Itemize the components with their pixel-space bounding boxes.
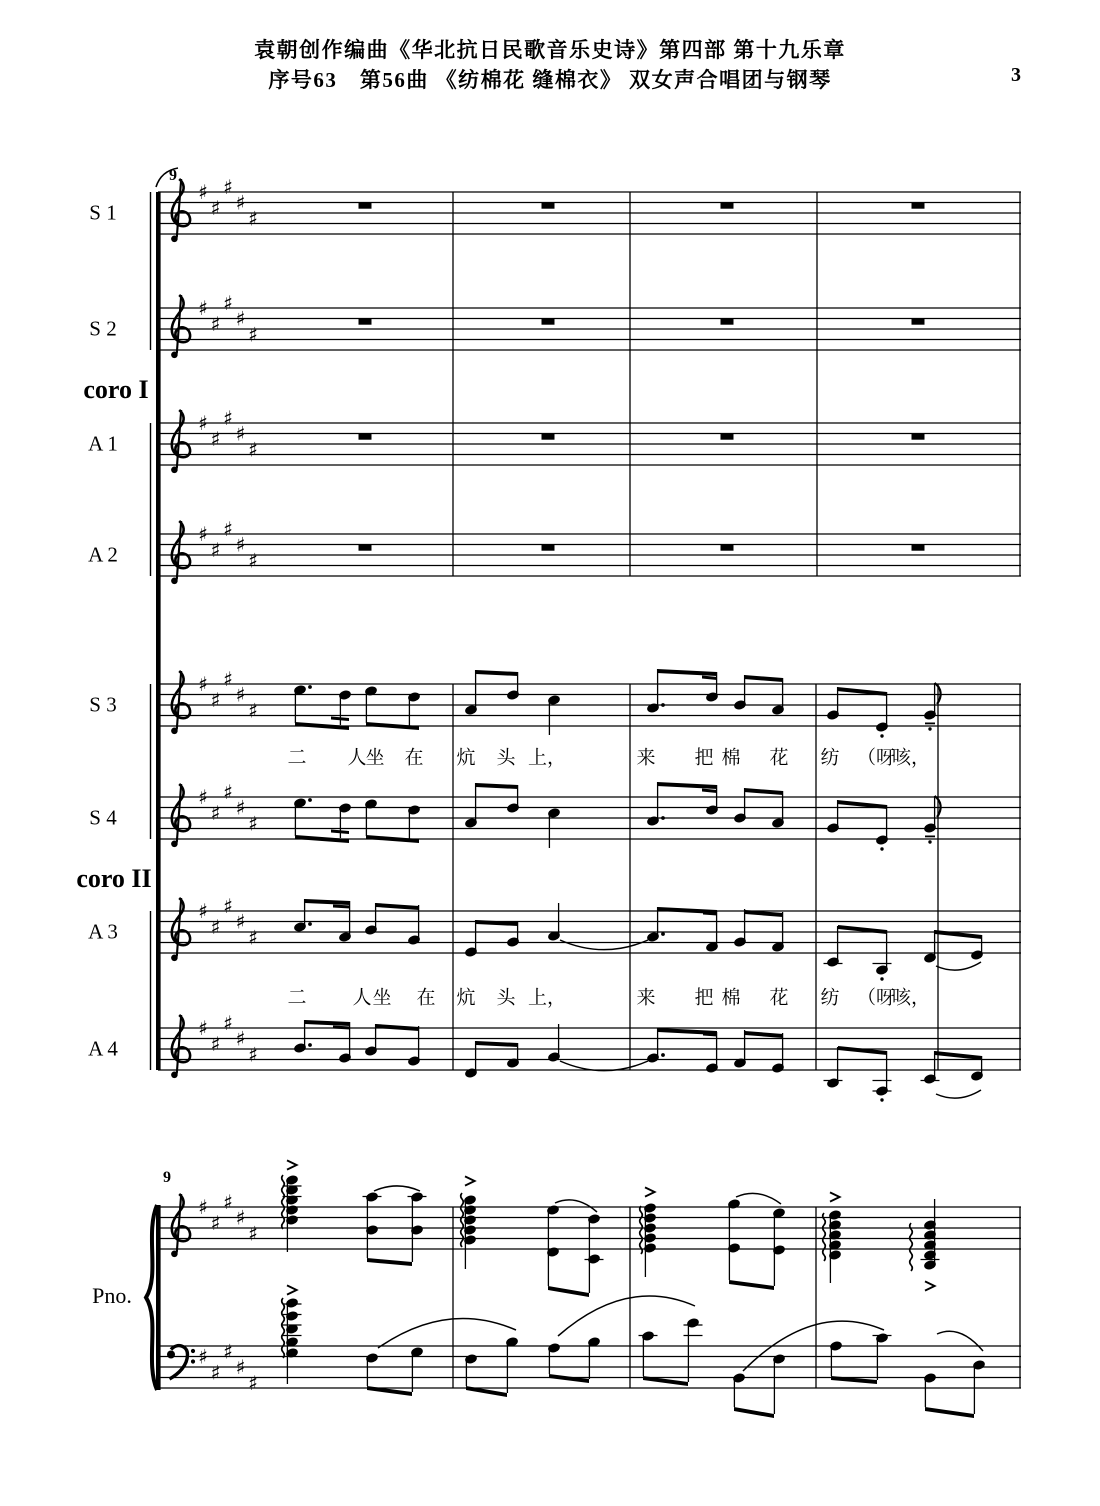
sharp-sign: ♯ [210, 687, 221, 712]
treble-clef-icon [177, 671, 181, 730]
measure-number: 9 [163, 1169, 171, 1186]
slur [378, 1318, 516, 1348]
sharp-sign: ♯ [235, 306, 246, 331]
beam [734, 1407, 774, 1418]
sharp-sign: ♯ [248, 1370, 258, 1395]
staff-label: S 2 [89, 316, 117, 341]
slur [937, 1331, 983, 1351]
whole-rest [542, 319, 555, 325]
lyric-syllable: 上， [527, 987, 567, 1009]
sharp-sign: ♯ [198, 785, 208, 809]
sharp-sign: ♯ [235, 795, 246, 820]
treble-clef-icon [177, 898, 181, 957]
bass-clef-icon [167, 1351, 175, 1359]
sharp-sign: ♯ [248, 437, 258, 462]
sharp-sign: ♯ [210, 1031, 221, 1056]
arpeggio-icon [910, 1223, 913, 1271]
arpeggio-icon [640, 1206, 643, 1254]
sharp-sign: ♯ [198, 1344, 208, 1369]
sharp-sign: ♯ [223, 290, 233, 315]
lyric-syllable: （呀 [856, 747, 896, 769]
sharp-sign: ♯ [248, 548, 258, 573]
lyric-syllable: 咳， [891, 747, 931, 769]
augmentation-dot [661, 703, 665, 707]
beam [476, 670, 518, 676]
lyric-syllable: 人 [347, 747, 367, 769]
treble-clef-icon [171, 467, 178, 474]
sharp-sign: ♯ [248, 1221, 258, 1246]
slur [936, 1090, 981, 1098]
arpeggio-icon [282, 1298, 285, 1358]
lyric-syllable: 坐 [372, 987, 392, 1009]
sharp-sign: ♯ [223, 1010, 233, 1035]
arpeggio-icon [823, 1213, 826, 1261]
title-line-1: 袁朝创作编曲《华北抗日民歌音乐史诗》第四部 第十九乐章 [254, 38, 846, 62]
lyric-syllable: 咳， [891, 987, 931, 1009]
beam [925, 1407, 974, 1418]
sharp-sign: ♯ [198, 899, 208, 923]
lyric-syllable: 在 [416, 987, 436, 1009]
slur [560, 940, 648, 950]
staccato-dot [880, 977, 883, 980]
sharp-sign: ♯ [198, 180, 208, 204]
treble-clef-icon [171, 236, 178, 243]
sharp-sign: ♯ [235, 1205, 246, 1230]
sharp-sign: ♯ [210, 1360, 221, 1385]
beam [476, 920, 518, 926]
choir-group-label: coro I [83, 375, 149, 404]
lyric-syllable: 二 [287, 747, 307, 769]
accent-icon [287, 1160, 297, 1169]
sharp-sign: ♯ [235, 532, 246, 557]
bass-clef-icon [191, 1349, 195, 1353]
sharp-sign: ♯ [235, 190, 246, 215]
sharp-sign: ♯ [223, 1339, 233, 1364]
sharp-sign: ♯ [248, 925, 258, 950]
treble-clef-icon [177, 784, 181, 843]
beam [305, 899, 350, 905]
piano-group-label: Pno. [92, 1283, 132, 1308]
treble-clef-icon [177, 521, 181, 580]
beam [376, 1024, 419, 1031]
beam [745, 1031, 783, 1038]
lyric-syllable: 炕 [456, 987, 476, 1009]
slur [560, 1061, 648, 1071]
beam [729, 1280, 774, 1290]
beam [333, 905, 350, 909]
staff-label: S 3 [89, 692, 117, 717]
treble-clef-icon [171, 841, 178, 848]
beam [702, 789, 717, 794]
sharp-sign: ♯ [248, 206, 258, 231]
staff-label: A 4 [88, 1036, 118, 1061]
sharp-sign: ♯ [235, 421, 246, 446]
whole-rest [542, 434, 555, 440]
staff-label: A 1 [88, 431, 118, 456]
sharp-sign: ♯ [223, 893, 233, 918]
choir-group-label: coro II [76, 864, 152, 893]
sharp-sign: ♯ [235, 909, 246, 934]
staff-label: S 4 [89, 805, 117, 830]
staff-label: A 3 [88, 919, 118, 944]
lyric-syllable: 头 [496, 987, 516, 1009]
treble-clef-icon [171, 1072, 178, 1079]
sharp-sign: ♯ [223, 516, 233, 541]
treble-clef-icon [177, 1194, 181, 1253]
lyric-syllable: 纺 [820, 747, 840, 769]
sharp-sign: ♯ [248, 811, 258, 836]
staff-label: S 1 [89, 200, 117, 225]
whole-rest [359, 434, 372, 440]
beam [548, 1286, 589, 1297]
arpeggio-icon [282, 1175, 285, 1229]
sharp-sign: ♯ [223, 1189, 233, 1214]
sharp-sign: ♯ [223, 779, 233, 804]
page-number: 3 [1011, 64, 1021, 86]
staccato-dot [928, 840, 931, 843]
staff-label: A 2 [88, 542, 118, 567]
treble-clef-icon [177, 179, 181, 238]
whole-rest [721, 203, 734, 209]
augmentation-dot [661, 932, 665, 936]
slur [555, 1200, 597, 1212]
augmentation-dot [661, 1053, 665, 1057]
beam [376, 903, 419, 910]
lyric-syllable: 花 [769, 987, 789, 1009]
beam [549, 1374, 589, 1383]
lyric-syllable: 把 [694, 747, 714, 769]
sharp-sign: ♯ [210, 311, 221, 336]
beam [935, 1051, 982, 1060]
augmentation-dot [308, 922, 312, 926]
brace-icon [146, 1205, 157, 1390]
system-barline [156, 1205, 161, 1390]
sharp-sign: ♯ [198, 1195, 208, 1219]
sharp-sign: ♯ [198, 411, 208, 435]
whole-rest [721, 545, 734, 551]
beam [838, 1046, 887, 1055]
sharp-sign: ♯ [198, 1016, 208, 1040]
treble-clef-icon [171, 352, 178, 359]
lyric-syllable: 上， [527, 747, 567, 769]
whole-rest [359, 545, 372, 551]
lyric-syllable: 坐 [365, 747, 385, 769]
sharp-sign: ♯ [210, 800, 221, 825]
accent-icon [465, 1176, 475, 1185]
accent-icon [925, 1281, 935, 1290]
beam [744, 788, 783, 795]
sharp-sign: ♯ [223, 405, 233, 430]
measure-number: 9 [169, 167, 177, 184]
treble-clef-icon [177, 1015, 181, 1074]
whole-rest [359, 319, 372, 325]
accent-icon [645, 1187, 655, 1196]
staccato-dot [880, 847, 883, 850]
whole-rest [912, 545, 925, 551]
whole-rest [721, 434, 734, 440]
beam [838, 925, 887, 934]
tenuto-mark [925, 723, 935, 725]
slur [558, 1296, 695, 1336]
treble-clef-icon [171, 955, 178, 962]
slur [736, 1193, 781, 1204]
beam [657, 782, 717, 789]
tenuto-mark [925, 836, 935, 838]
title-line-2: 序号63 第56曲 《纺棉花 缝棉衣》 双女声合唱团与钢琴 [268, 68, 832, 92]
lyric-syllable: 人 [352, 987, 372, 1009]
treble-clef-icon [171, 578, 178, 585]
sharp-sign: ♯ [235, 1026, 246, 1051]
bass-clef-icon [170, 1346, 188, 1379]
lyric-syllable: （呀 [856, 987, 896, 1009]
whole-rest [912, 203, 925, 209]
augmentation-dot [308, 685, 312, 689]
lyric-syllable: 来 [636, 747, 656, 769]
treble-clef-icon [177, 295, 181, 354]
beam [476, 1041, 518, 1047]
staccato-dot [928, 727, 931, 730]
sharp-sign: ♯ [248, 322, 258, 347]
beam [366, 835, 419, 843]
system-barline [156, 192, 161, 1070]
treble-clef-icon [177, 410, 181, 469]
sharp-sign: ♯ [210, 195, 221, 220]
accent-icon [830, 1192, 840, 1201]
sharp-sign: ♯ [210, 537, 221, 562]
sharp-sign: ♯ [223, 666, 233, 691]
treble-clef-icon [171, 1251, 178, 1258]
sharp-sign: ♯ [248, 698, 258, 723]
accent-icon [287, 1285, 297, 1294]
whole-rest [721, 319, 734, 325]
lyric-syllable: 来 [636, 987, 656, 1009]
lyric-syllable: 把 [694, 987, 714, 1009]
sharp-sign: ♯ [198, 672, 208, 696]
beam [366, 722, 419, 730]
whole-rest [912, 319, 925, 325]
slur [936, 962, 981, 970]
lyric-syllable: 在 [404, 747, 424, 769]
beam [935, 930, 982, 939]
sharp-sign: ♯ [210, 914, 221, 939]
sharp-sign: ♯ [235, 682, 246, 707]
beam [305, 1020, 350, 1026]
beam [333, 1026, 350, 1030]
lyric-syllable: 棉 [721, 987, 741, 1009]
whole-rest [912, 434, 925, 440]
sharp-sign: ♯ [223, 174, 233, 199]
beam [702, 676, 717, 681]
lyric-syllable: 炕 [456, 747, 476, 769]
augmentation-dot [661, 816, 665, 820]
whole-rest [542, 545, 555, 551]
sharp-sign: ♯ [210, 426, 221, 451]
beam [367, 1258, 412, 1266]
sharp-sign: ♯ [248, 1042, 258, 1067]
lyric-syllable: 头 [496, 747, 516, 769]
augmentation-dot [308, 1043, 312, 1047]
treble-clef-icon [171, 728, 178, 735]
staccato-dot [880, 1098, 883, 1101]
whole-rest [359, 203, 372, 209]
bass-clef-icon [191, 1359, 195, 1363]
sharp-sign: ♯ [198, 522, 208, 546]
lyric-syllable: 棉 [721, 747, 741, 769]
sharp-sign: ♯ [198, 296, 208, 320]
lyric-syllable: 纺 [820, 987, 840, 1009]
beam [744, 675, 783, 682]
augmentation-dot [308, 798, 312, 802]
lyric-syllable: 花 [769, 747, 789, 769]
sharp-sign: ♯ [210, 1210, 221, 1235]
beam [476, 783, 518, 789]
sharp-sign: ♯ [235, 1355, 246, 1379]
lyric-syllable: 二 [287, 987, 307, 1009]
staccato-dot [880, 734, 883, 737]
beam [657, 669, 717, 676]
whole-rest [542, 203, 555, 209]
slur [374, 1186, 420, 1191]
